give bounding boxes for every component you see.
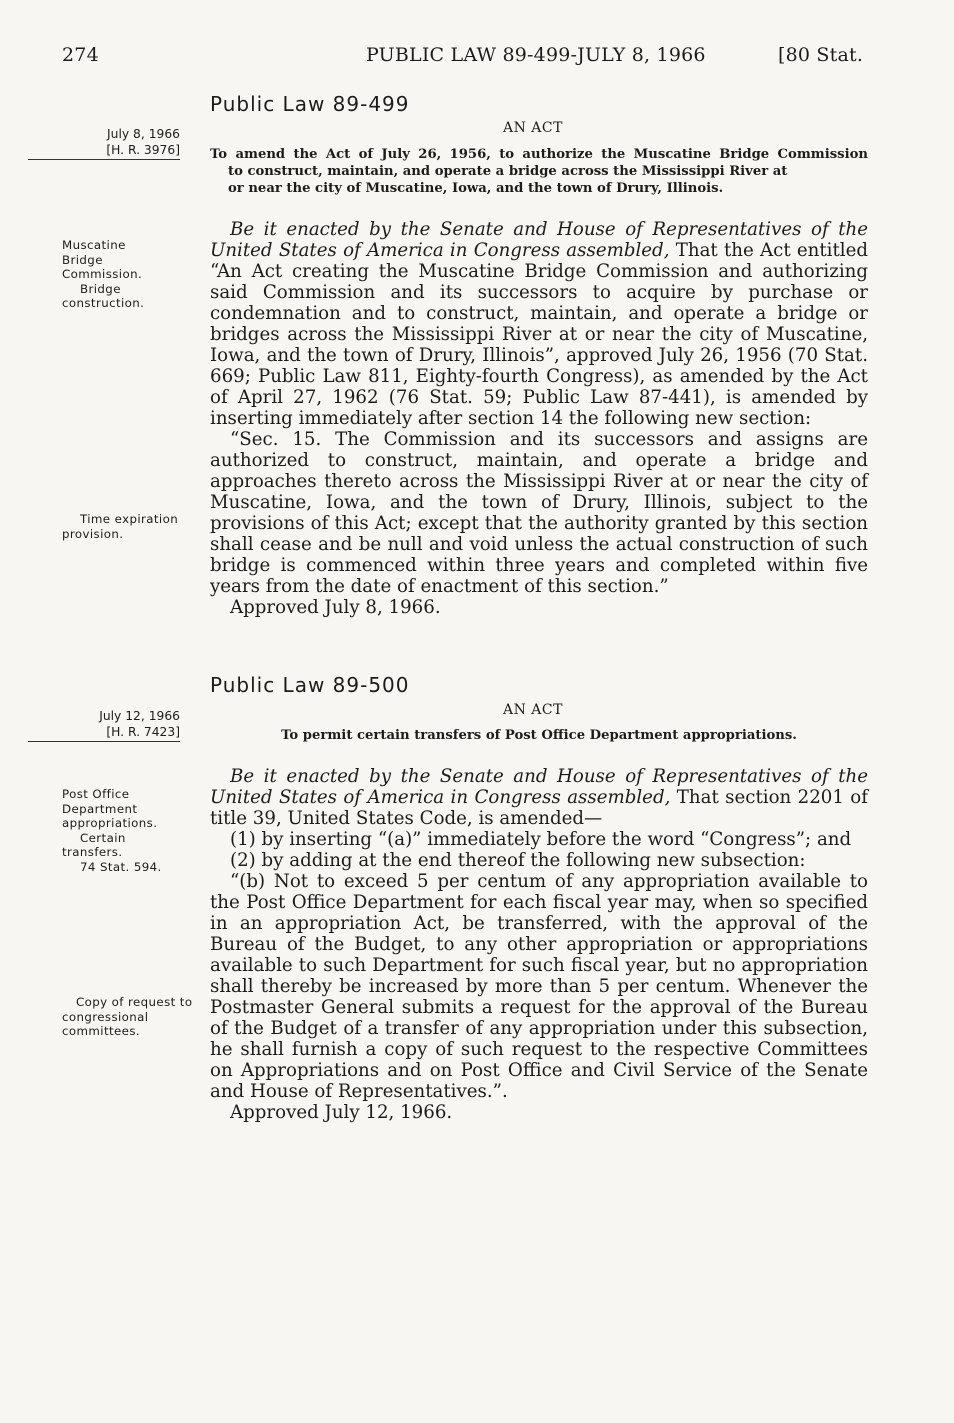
- law1-purpose-line1: To amend the Act of July 26, 1956, to authorize the Muscatine Bridge Commission: [210, 147, 868, 162]
- law2-date: July 12, 1966: [99, 709, 180, 723]
- law2-enacting-rest: That section 2201 of title 39, United States Code, is amended—: [210, 787, 868, 829]
- margin-note-time-expiration: [62, 512, 200, 541]
- law1-enacting-clause: [210, 219, 868, 429]
- law2-an-act: AN ACT: [503, 702, 563, 718]
- law1-bill: [H. R. 3976]: [106, 143, 180, 157]
- law2-item-1: (1) by inserting “(a)” immediately before the word “Congress”; and: [230, 829, 852, 850]
- law1-title: Public Law 89-499: [210, 92, 410, 116]
- law2-item-2: (2) by adding at the end thereof the following new subsection:: [230, 850, 806, 871]
- law1-dateblock: [62, 126, 180, 160]
- law1-approved: Approved July 8, 1966.: [230, 597, 441, 618]
- law2-bill: [H. R. 7423]: [106, 725, 180, 739]
- note-time-text: Time expiration provision.: [62, 512, 179, 541]
- law1-purpose-line3: or near the city of Muscatine, Iowa, and the town of Drury, Illinois.: [228, 181, 724, 196]
- law1-enacting-rest: That the Act entitled “An Act creating the Muscatine Bridge Commission and authorizing said Commission and its successors to acquire by purchase or condemnation and to construct, maintain, and operate a bridge or bridges across the Mississippi River at or near the city of Muscatine, Iowa, and the town of Drury, Illinois”, approved July 26, 1956 (70 Stat. 669; Public Law 811, Eighty-fourth Congress), as amended by the Act of April 27, 1962 (76 Stat. 59; Public Law 87-441), is amended by inserting immediately after section 14 the following new section:: [210, 240, 869, 429]
- page-number: 274: [62, 44, 99, 66]
- law2-date-rule: [28, 741, 180, 742]
- running-title: PUBLIC LAW 89-499-JULY 8, 1966: [366, 44, 706, 66]
- law2-enacting-italic: Be it enacted by the Senate and House of Representatives of the United States of America in Congress assembled,: [210, 766, 868, 808]
- law1-date-rule: [28, 159, 180, 160]
- law1-body: [210, 219, 868, 618]
- law1-enacting-italic: Be it enacted by the Senate and House of Representatives of the United States of America in Congress assembled,: [210, 219, 868, 261]
- law1-purpose: [210, 146, 868, 197]
- note-stat-text: 74 Stat. 594.: [80, 859, 162, 874]
- law1-section-15: “Sec. 15. The Commission and its successors and assigns are authorized to construct, maintain, and operate a bridge and approaches thereto across the Mississippi River at or near the city of Muscatine, Iowa, and the town of Drury, Illinois, subject to the provisions of this Act; except that the authority granted by this section shall cease and be null and void unless the actual construction of such bridge is commenced within three years and completed within five years from the date of enactment of this section.”: [210, 429, 868, 597]
- volume-reference: [80 Stat.: [778, 44, 864, 66]
- margin-note-muscatine: [62, 238, 200, 311]
- law1-an-act: AN ACT: [503, 120, 563, 136]
- note-bridge-text: Bridge construction.: [62, 281, 145, 310]
- law2-approved: Approved July 12, 1966.: [230, 1102, 453, 1123]
- law2-enacting-clause: [210, 766, 868, 829]
- margin-note-copy-request: [62, 995, 200, 1039]
- note-copy-text: Copy of request to congressional committees.: [62, 995, 193, 1038]
- law2-subsection-b: “(b) Not to exceed 5 per centum of any appropriation available to the Post Office Department for each fiscal year may, when so specified in an appropriation Act, be transferred, with the approval of the Bureau of the Budget, to any other appropriation or appropriations available to such Department for such fiscal year, but no appropriation shall thereby be increased by more than 5 per centum. Whenever the Postmaster General submits a request for the approval of the Bureau of the Budget of a transfer of any appropriation under this subsection, he shall furnish a copy of such request to the respective Committees on Appropriations and on Post Office and Civil Service of the Senate and House of Representatives.”.: [210, 871, 868, 1102]
- law2-body: [210, 766, 868, 1123]
- law2-dateblock: [62, 708, 180, 742]
- law2-purpose: To permit certain transfers of Post Office Department appropriations.: [281, 728, 797, 743]
- law1-purpose-line2: to construct, maintain, and operate a bridge across the Mississippi River at: [228, 164, 788, 179]
- note-muscatine-text: Muscatine Bridge Commission.: [62, 238, 143, 281]
- law1-date: July 8, 1966: [107, 127, 180, 141]
- margin-note-post-office: [62, 787, 200, 874]
- note-post-office-text: Post Office Department appropriations.: [62, 787, 158, 830]
- note-transfers-text: Certain transfers.: [62, 830, 126, 859]
- law2-title: Public Law 89-500: [210, 673, 410, 697]
